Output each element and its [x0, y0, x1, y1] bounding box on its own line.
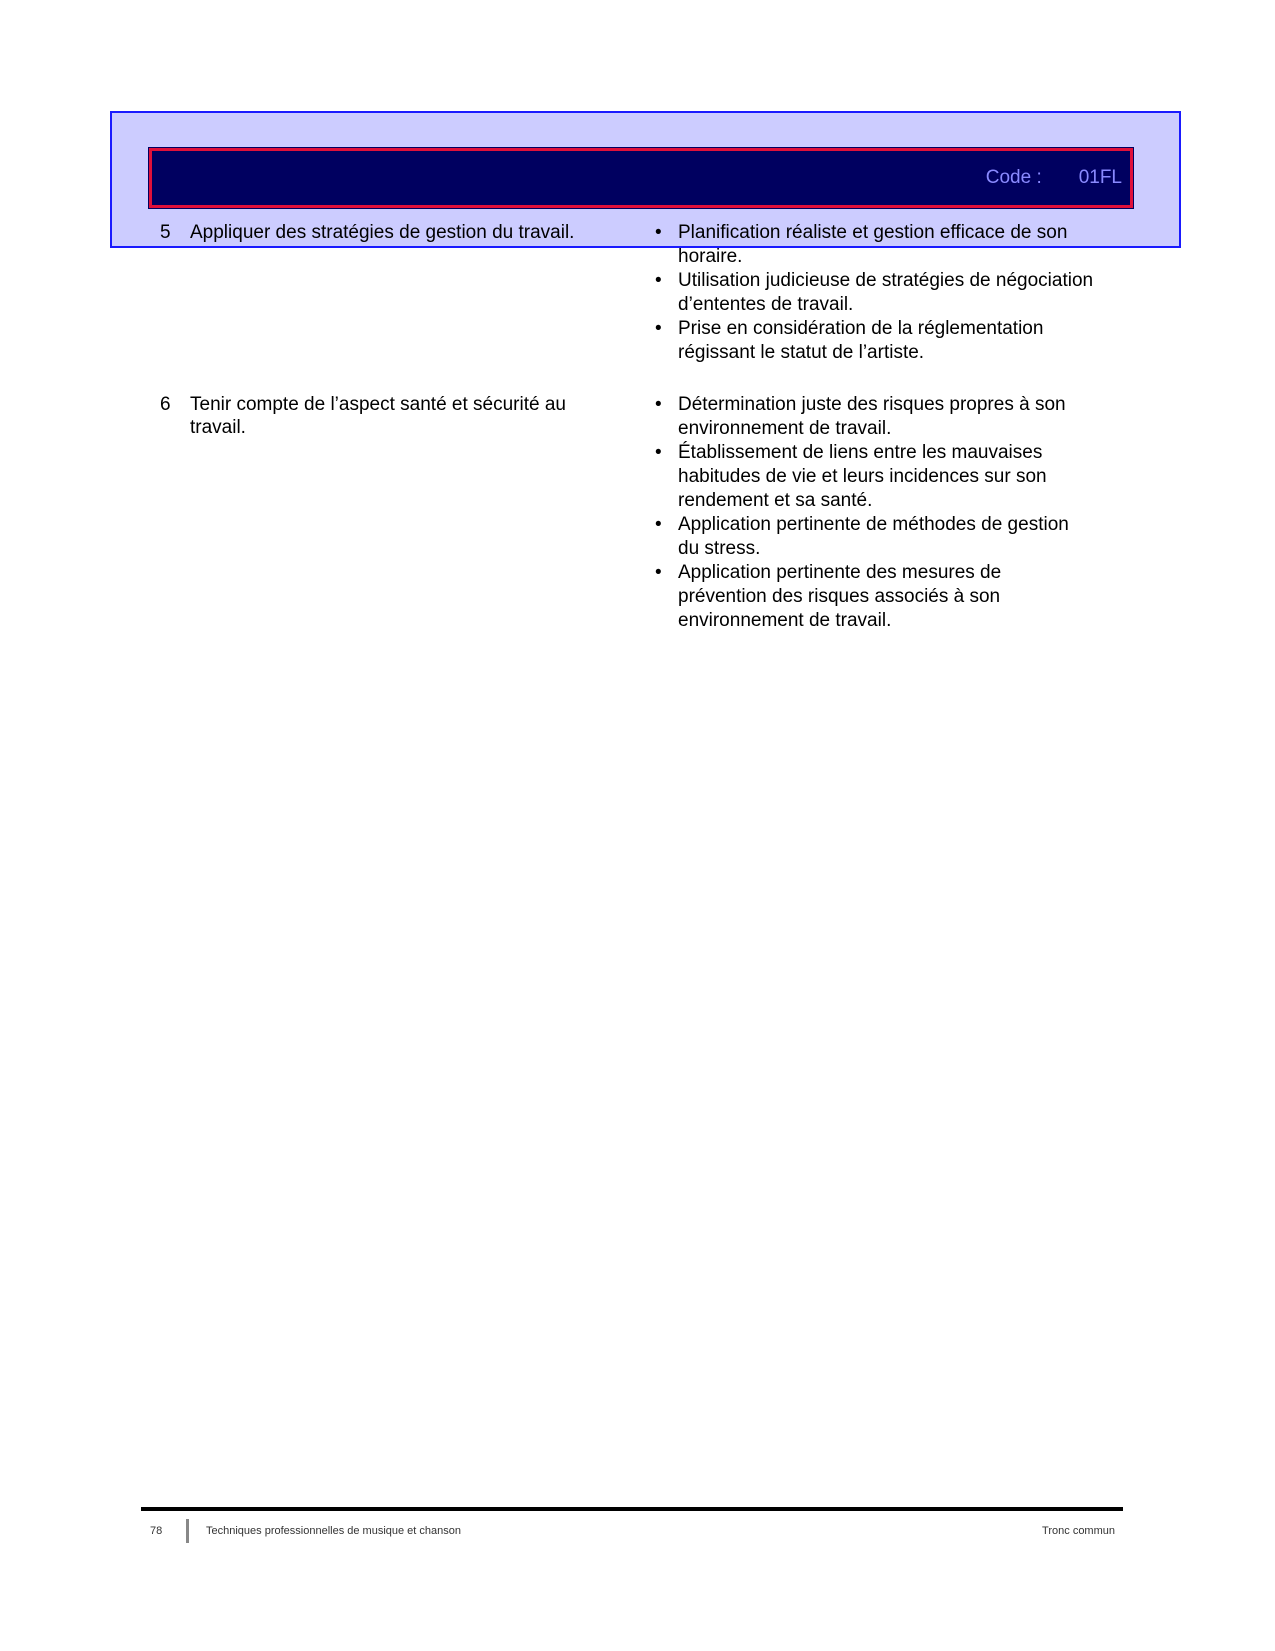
bullet-icon: • — [655, 442, 662, 463]
code-value: 01FL — [1078, 167, 1122, 188]
bullet-icon: • — [655, 562, 662, 583]
criterion-item — [655, 221, 1095, 269]
criterion-item — [655, 513, 1095, 561]
footer-separator — [186, 1519, 189, 1543]
bullet-icon: • — [655, 514, 662, 535]
bullet-icon: • — [655, 222, 662, 243]
performance-criteria-list — [655, 393, 1095, 633]
bullet-icon: • — [655, 394, 662, 415]
criterion-item — [655, 441, 1095, 513]
criterion-text: Planification réaliste et gestion efficace de son horaire. — [678, 222, 1068, 267]
element-statement: Appliquer des stratégies de gestion du travail. — [190, 222, 575, 243]
criterion-text: Établissement de liens entre les mauvaises habitudes de vie et leurs incidences sur son rendement et sa santé. — [678, 442, 1047, 511]
bullet-icon: • — [655, 318, 662, 339]
criterion-text: Application pertinente de méthodes de gestion du stress. — [678, 514, 1069, 559]
criterion-item — [655, 269, 1095, 317]
page-footer — [150, 1523, 1115, 1539]
criterion-item — [655, 561, 1095, 633]
section-label: Tronc commun — [1042, 1525, 1115, 1537]
criterion-text: Utilisation judicieuse de stratégies de négociation d’ententes de travail. — [678, 270, 1094, 315]
performance-criteria-list — [655, 221, 1095, 365]
criterion-item — [655, 393, 1095, 441]
bullet-icon: • — [655, 270, 662, 291]
footer-rule — [141, 1507, 1123, 1511]
criterion-text: Détermination juste des risques propres à son environnement de travail. — [678, 394, 1066, 439]
code-label: Code : — [985, 167, 1042, 188]
competency-code — [986, 167, 1122, 189]
criterion-item — [655, 317, 1095, 365]
page-number: 78 — [150, 1525, 163, 1537]
element-statement: Tenir compte de l’aspect santé et sécurité au travail. — [190, 394, 566, 438]
competency-code-bar — [149, 148, 1133, 208]
criterion-text: Application pertinente des mesures de prévention des risques associés à son environnement de travail. — [678, 562, 1002, 631]
program-title: Techniques professionnelles de musique et chanson — [206, 1525, 461, 1537]
element-number: 5 — [160, 222, 171, 243]
criterion-text: Prise en considération de la réglementation régissant le statut de l’artiste. — [678, 318, 1044, 363]
element-number: 6 — [160, 394, 171, 415]
